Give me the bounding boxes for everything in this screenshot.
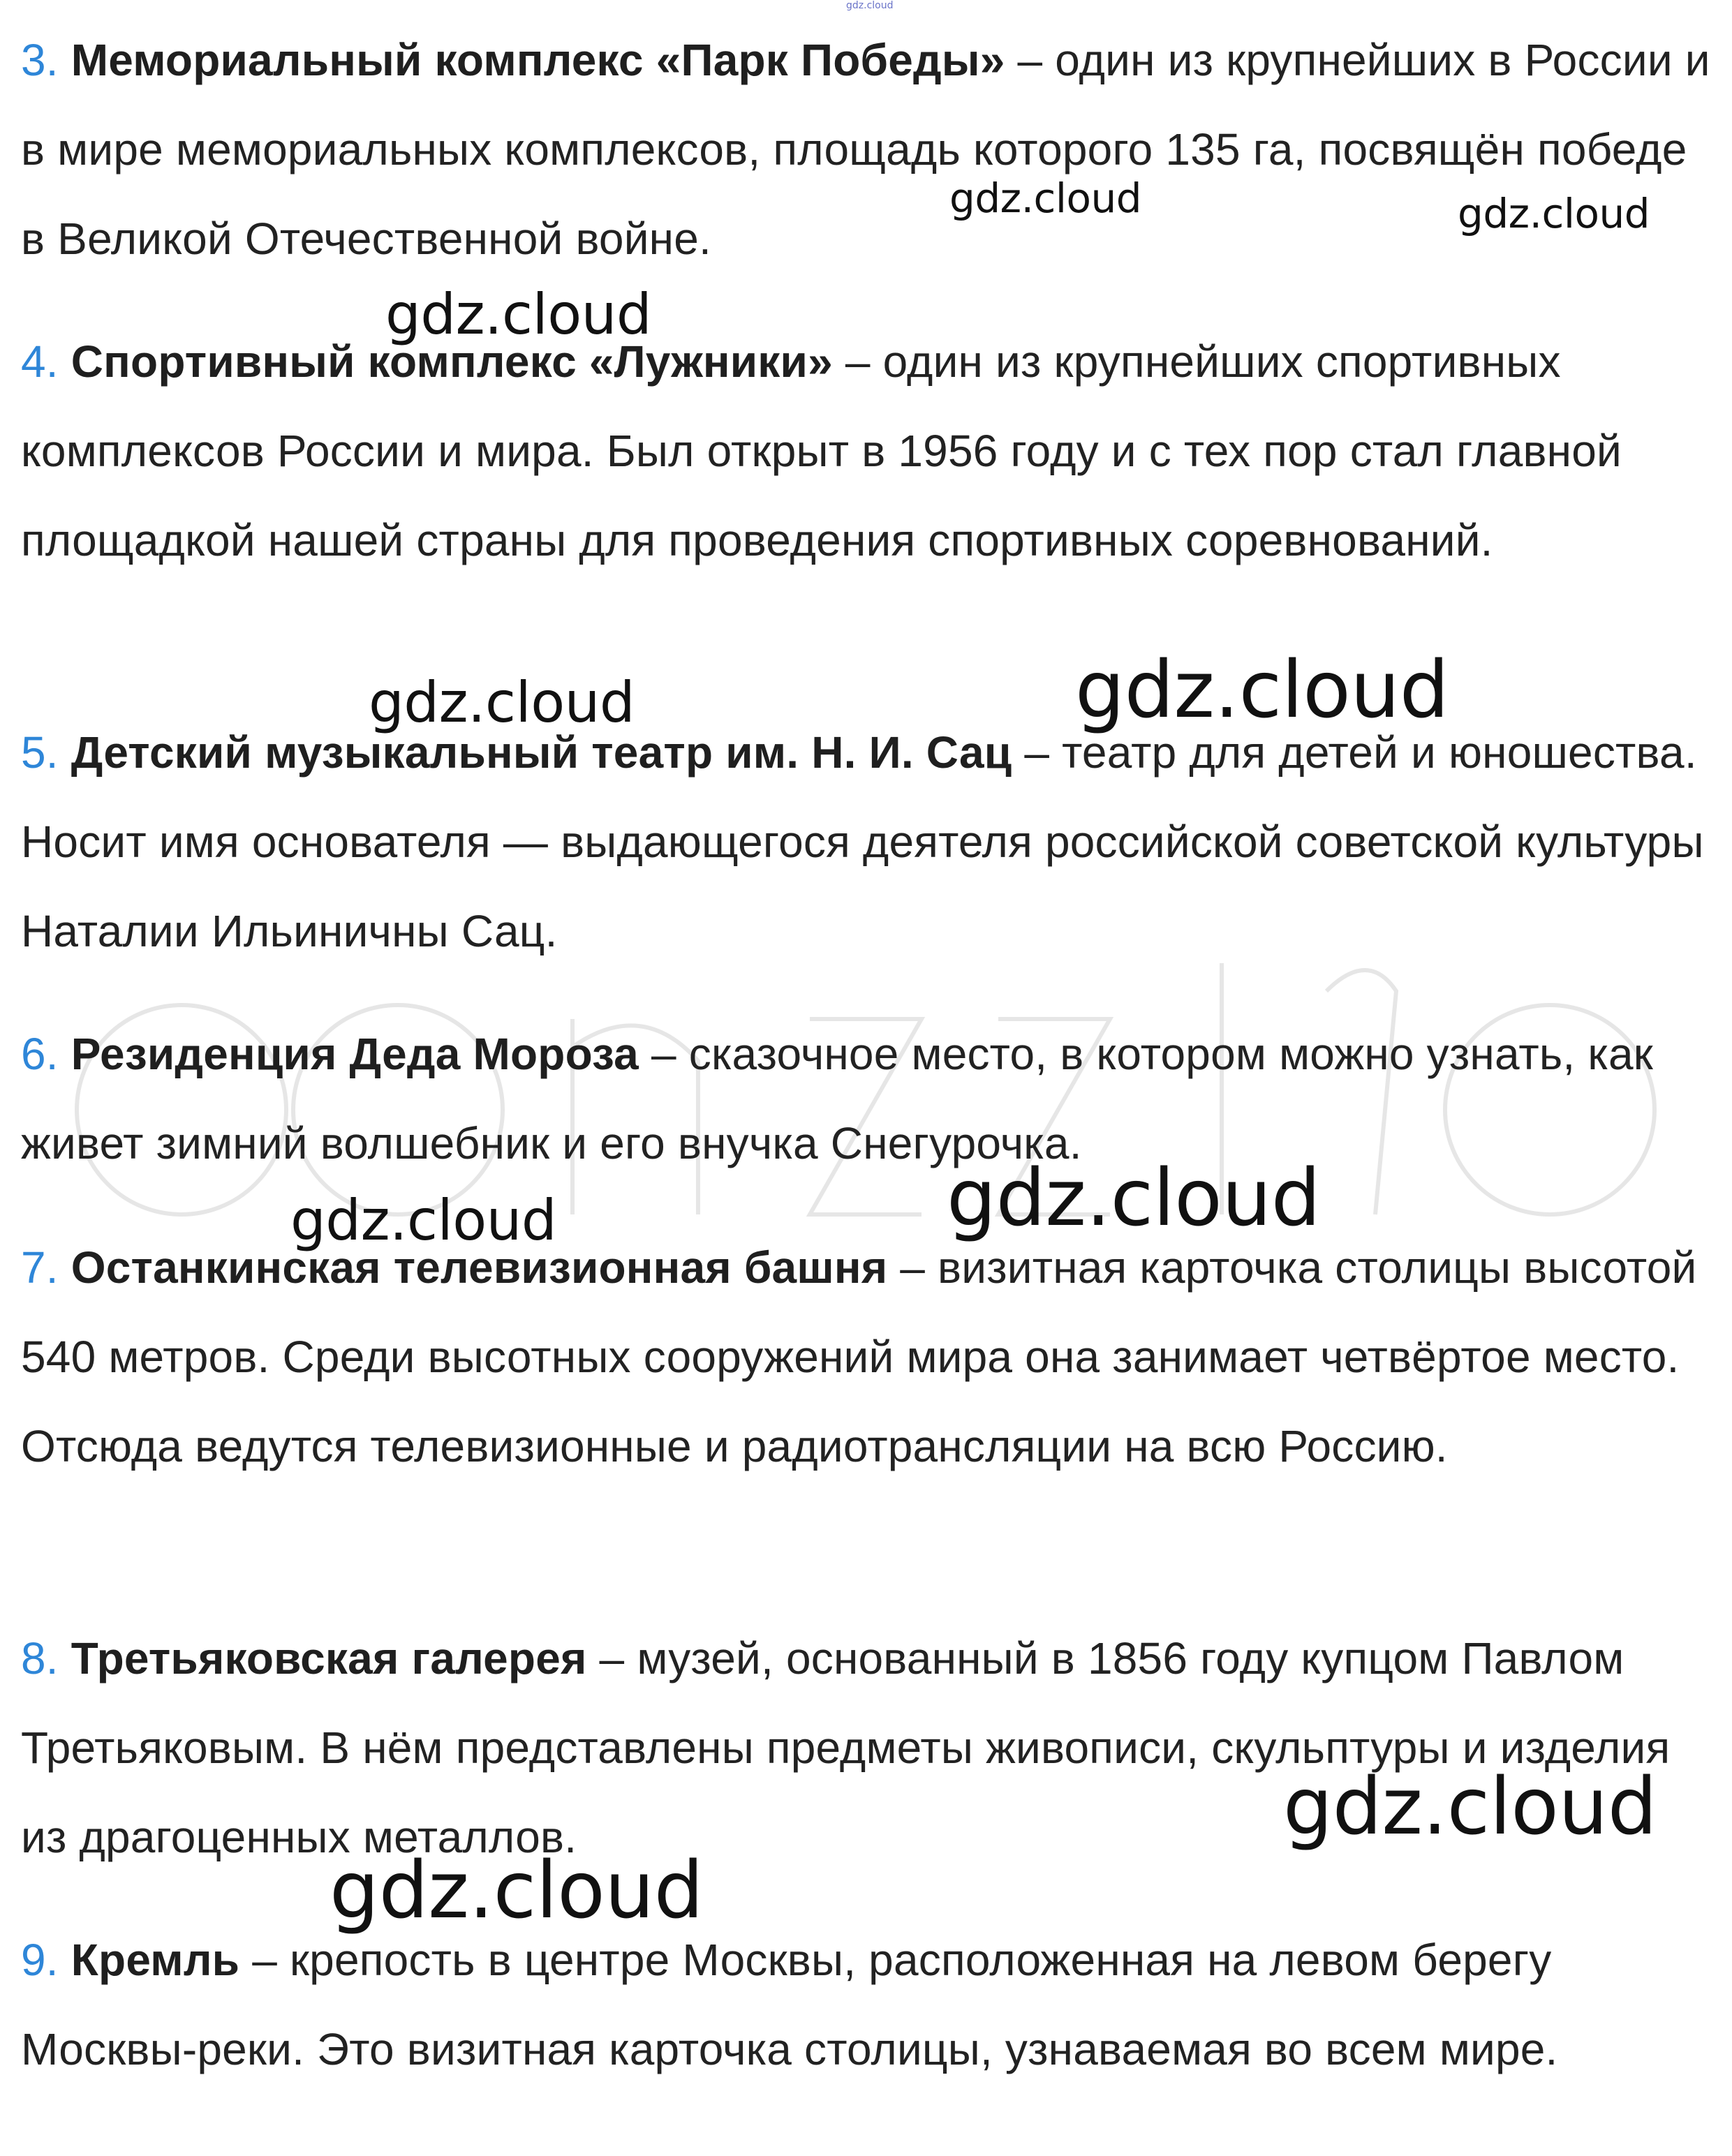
watermark-tiny: gdz.cloud: [846, 0, 894, 11]
list-item-3: [21, 15, 1717, 283]
item-description: – один из крупнейших спортивных комплексов России и мира. Был открыт в 1956 году и с тех пор стал главной площадкой нашей страны для проведения спортивных соревнований.: [21, 336, 1622, 565]
item-description: – один из крупнейших в России и в мире мемориальных комплексов, площадь которого 135 га, посвящён победе в Великой Отечественной войне.: [21, 35, 1710, 264]
item-term: Кремль: [71, 1935, 240, 1985]
item-term: Резиденция Деда Мороза: [71, 1029, 639, 1079]
item-description: – музей, основанный в 1856 году купцом Павлом Третьяковым. В нём представлены предметы живописи, скульптуры и изделия из драгоценных металлов.: [21, 1633, 1671, 1862]
item-number: 8.: [21, 1633, 59, 1683]
watermark: gdz.cloud: [290, 1188, 557, 1253]
item-term: Третьяковская галерея: [71, 1633, 587, 1683]
watermark: gdz.cloud: [1283, 1762, 1657, 1852]
item-description: – визитная карточка столицы высотой 540 метров. Среди высотных сооружений мира она занимает четвёртое место. Отсюда ведутся телевизионные и радиотрансляции на всю Россию.: [21, 1242, 1697, 1471]
list-item-7: [21, 1223, 1717, 1491]
item-number: 6.: [21, 1029, 59, 1079]
watermark: gdz.cloud: [1458, 190, 1650, 237]
watermark: gdz.cloud: [330, 1845, 704, 1936]
watermark: gdz.cloud: [369, 670, 635, 735]
item-term: Останкинская телевизионная башня: [71, 1242, 888, 1293]
list-item-6: [21, 1009, 1717, 1188]
list-item-9: [21, 1915, 1717, 2094]
item-number: 7.: [21, 1242, 59, 1293]
list-item-5: [21, 708, 1717, 976]
watermark: gdz.cloud: [949, 174, 1142, 222]
watermark: gdz.cloud: [385, 282, 652, 347]
item-term: Мемориальный комплекс «Парк Победы»: [71, 35, 1005, 85]
item-term: Спортивный комплекс «Лужники»: [71, 336, 833, 387]
list-item-4: [21, 317, 1717, 585]
watermark: gdz.cloud: [1075, 645, 1449, 736]
item-term: Детский музыкальный театр им. Н. И. Сац: [71, 727, 1012, 778]
item-number: 3.: [21, 35, 59, 85]
item-description: – крепость в центре Москвы, расположенная на левом берегу Москвы-реки. Это визитная карточка столицы, узнаваемая во всем мире.: [21, 1935, 1558, 2074]
item-number: 4.: [21, 336, 59, 387]
item-description: – театр для детей и юношества. Носит имя основателя — выдающегося деятеля российской советской культуры Наталии Ильиничны Сац.: [21, 727, 1704, 956]
item-description: – сказочное место, в котором можно узнать, как живет зимний волшебник и его внучка Снегурочка.: [21, 1029, 1653, 1168]
item-number: 9.: [21, 1935, 59, 1985]
watermark: gdz.cloud: [947, 1153, 1321, 1244]
item-number: 5.: [21, 727, 59, 778]
